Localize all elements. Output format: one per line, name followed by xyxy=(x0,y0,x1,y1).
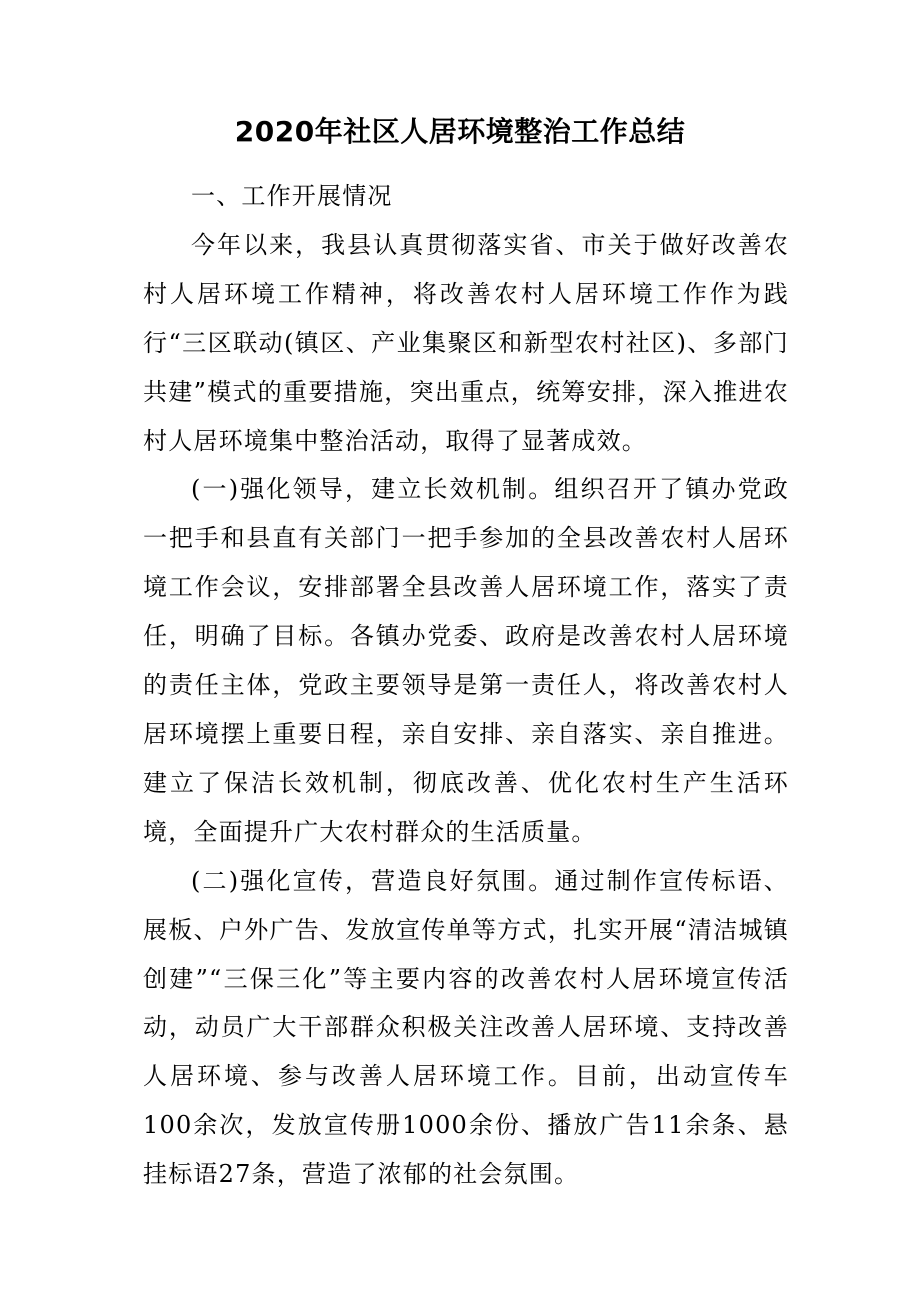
body-paragraph: 今年以来，我县认真贯彻落实省、市关于做好改善农村人居环境工作精神，将改善农村人居环境工作作为践行“三区联动(镇区、产业集聚区和新型农村社区)、多部门共建”模式的重要措施，突出重点，统筹安排，深入推进农村人居环境集中整治活动，取得了显著成效。 xyxy=(143,230,789,455)
section-heading: 一、工作开展情况 xyxy=(191,182,393,210)
body-paragraph: (二)强化宣传，营造良好氛围。通过制作宣传标语、展板、户外广告、发放宣传单等方式，扎实开展“清洁城镇创建”“三保三化”等主要内容的改善农村人居环境宣传活动，动员广大干部群众积极关注改善人居环境、支持改善人居环境、参与改善人居环境工作。目前，出动宣传车100余次，发放宣传册1000余份、播放广告11余条、悬挂标语27条，营造了浓郁的社会氛围。 xyxy=(143,866,789,1189)
document-title: 2020年社区人居环境整治工作总结 xyxy=(234,115,686,148)
document-body xyxy=(143,172,789,1199)
body-paragraph: (一)强化领导，建立长效机制。组织召开了镇办党政一把手和县直有关部门一把手参加的全县改善农村人居环境工作会议，安排部署全县改善人居环境工作，落实了责任，明确了目标。各镇办党委、政府是改善农村人居环境的责任主体，党政主要领导是第一责任人，将改善农村人居环境摆上重要日程，亲自安排、亲自落实、亲自推进。建立了保洁长效机制，彻底改善、优化农村生产生活环境，全面提升广大农村群众的生活质量。 xyxy=(143,475,789,846)
